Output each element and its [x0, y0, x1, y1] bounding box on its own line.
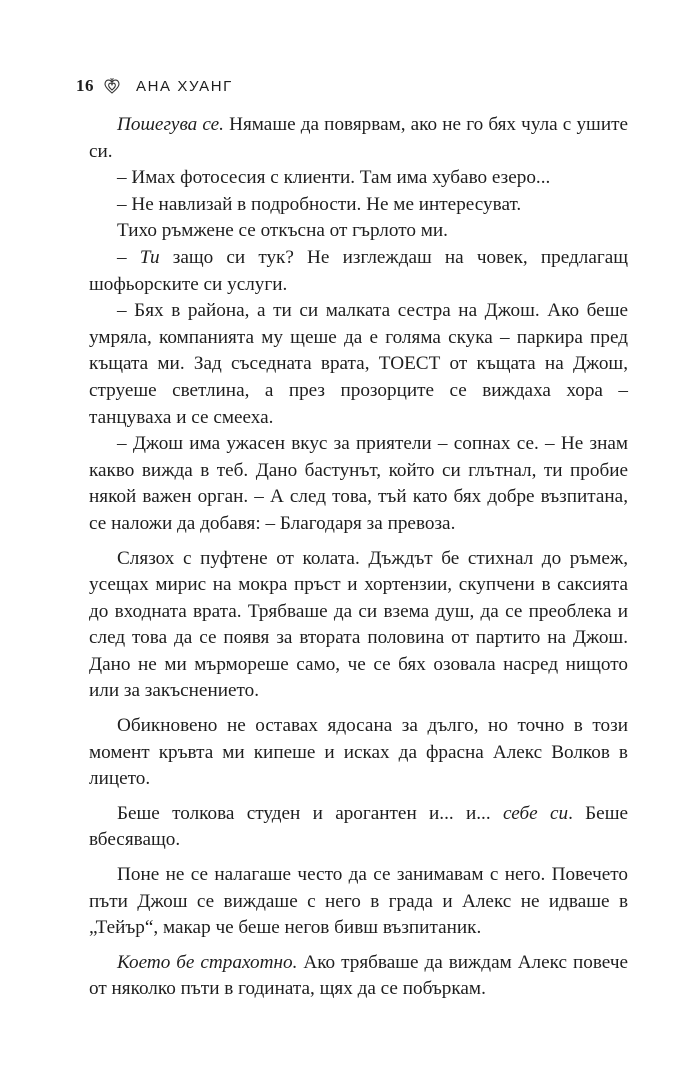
paragraph-1: [89, 112, 628, 165]
paragraph-text: Беше толкова студен и арогантен и... и...: [117, 802, 503, 824]
paragraph-4: Тихо ръмжене се откъсна от гърлото ми.: [117, 220, 448, 242]
italic-phrase: Ти: [139, 246, 160, 268]
italic-phrase: Което бе страхотно.: [117, 951, 298, 973]
page-number: 16: [76, 76, 94, 95]
paragraph-text: Нямаше да повярвам, ако не го бях чула с ушите си.: [89, 114, 628, 162]
dialogue-dash: –: [117, 246, 140, 268]
paragraph-text: защо си тук? Не изглеждаш на човек, предлагащ шофьорските си услуги.: [89, 246, 628, 295]
author-name: АНА ХУАНГ: [136, 77, 233, 95]
page-body: [89, 112, 628, 1003]
paragraph-6: – Бях в района, а ти си малката сестра на Джош. Ако беше умряла, компанията му щеше да е голяма скука – паркира пред къщата ми. Зад съседната врата, ТОЕСТ от къщата на Джош, струеше светлина, а през прозорците се виждаха хора – танцуваха и се смееха.: [89, 300, 628, 428]
running-header: [76, 74, 233, 98]
paragraph-10: [89, 801, 628, 854]
italic-phrase: себе си: [502, 802, 569, 824]
heart-ornament-icon: [102, 76, 122, 96]
paragraph-11: Поне не се налагаше често да се занимавам с него. Повечето пъти Джош се виждаше с него в града и Алекс не идваше в „Тейър“, макар че беше негов бивш възпитаник.: [89, 864, 628, 939]
italic-phrase: Пошегува се.: [117, 114, 224, 135]
paragraph-12: [89, 950, 628, 1003]
paragraph-text: Ако трябваше да виждам Алекс повече от няколко пъти в годината, щях да се побъркам.: [89, 951, 628, 1000]
paragraph-9: Обикновено не оставах ядосана за дълго, но точно в този момент кръвта ми кипеше и исках да фрасна Алекс Волков в лицето.: [89, 715, 628, 790]
paragraph-8: Слязох с пуфтене от колата. Дъждът бе стихнал до ръмеж, усещах мирис на мокра пръст и хортензии, скупчени в саксията до входната врата. Трябваше да си взема душ, да се преоблека и след това да се появя за втората половина от партито на Джош. Дано не ми мърмореше само, че се бях озовала насред нищото или за закъснението.: [89, 547, 628, 702]
paragraph-2: – Имах фотосесия с клиенти. Там има хубаво езеро...: [117, 167, 551, 189]
paragraph-3: – Не навлизай в подробности. Не ме интересуват.: [117, 193, 522, 215]
paragraph-text: . Беше вбесяващо.: [89, 802, 628, 851]
paragraph-5: [89, 245, 628, 298]
paragraph-7: – Джош има ужасен вкус за приятели – сопнах се. – Не знам какво вижда в теб. Дано бастунът, който си глътнал, ти пробие някой важен орган. – А след това, тъй като бях добре възпитана, се наложи да добавя: – Благодаря за превоза.: [89, 433, 628, 534]
